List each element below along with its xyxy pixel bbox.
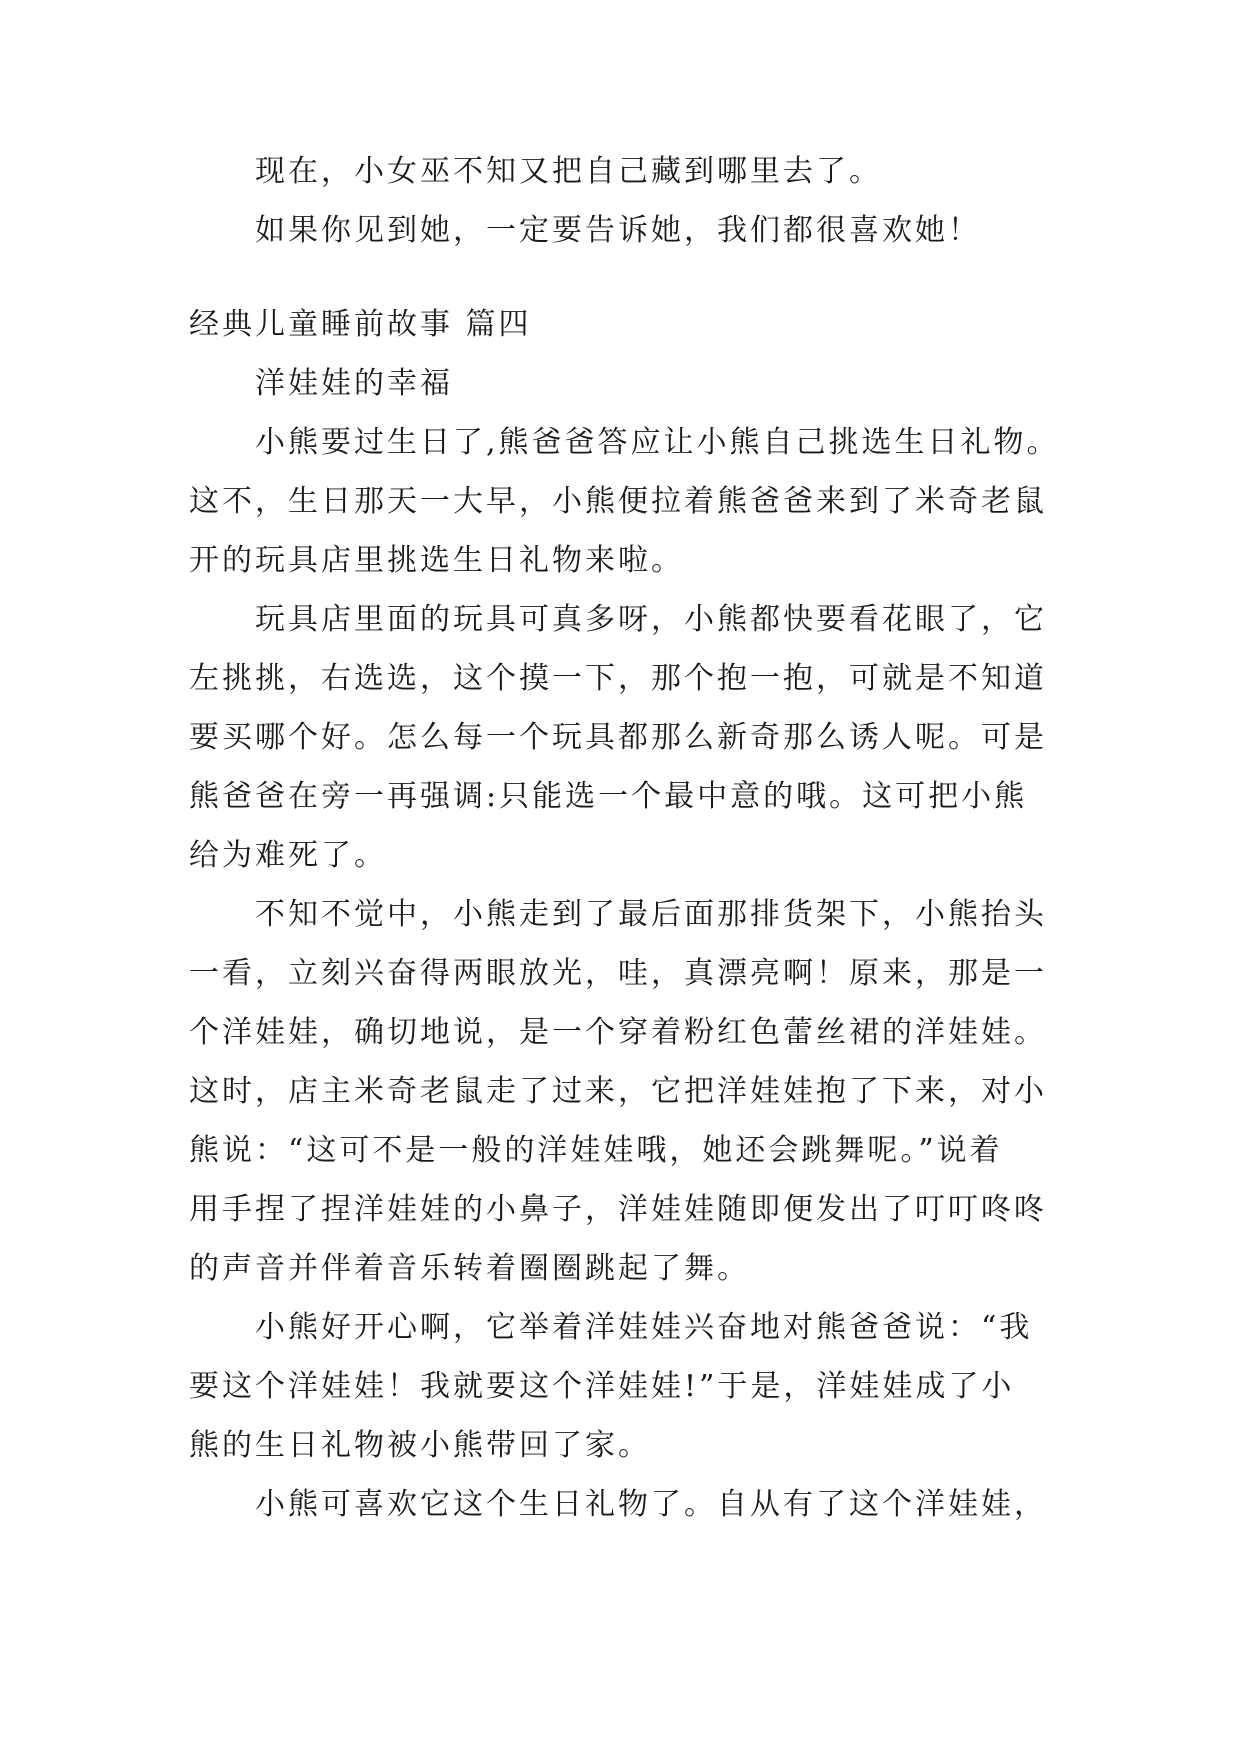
paragraph-line: 的声音并伴着音乐转着圈圈跳起了舞。	[189, 1251, 750, 1286]
intro-block	[189, 142, 1051, 260]
paragraph-line: 给为难死了。	[189, 838, 387, 873]
paragraph-line: 玩具店里面的玩具可真多呀，小熊都快要看花眼了，它	[255, 602, 1047, 637]
paragraph-line: 要这个洋娃娃！我就要这个洋娃娃!”于是，洋娃娃成了小	[189, 1369, 1015, 1404]
paragraph-line: 这不，生日那天一大早，小熊便拉着熊爸爸来到了米奇老鼠	[189, 484, 1047, 519]
paragraph-line: 小熊要过生日了,熊爸爸答应让小熊自己挑选生日礼物。	[255, 425, 1060, 460]
paragraph-line: 熊的生日礼物被小熊带回了家。	[189, 1428, 651, 1463]
paragraph-line: 熊说：“这可不是一般的洋娃娃哦，她还会跳舞呢。”说着	[189, 1133, 1003, 1168]
intro-line: 如果你见到她，一定要告诉她，我们都很喜欢她！	[255, 213, 981, 248]
paragraph-line: 小熊可喜欢它这个生日礼物了。自从有了这个洋娃娃，	[255, 1487, 1047, 1522]
paragraph-line: 左挑挑，右选选，这个摸一下，那个抱一抱，可就是不知道	[189, 661, 1047, 696]
paragraph-line: 个洋娃娃，确切地说，是一个穿着粉红色蕾丝裙的洋娃娃。	[189, 1015, 1047, 1050]
paragraph-line: 这时，店主米奇老鼠走了过来，它把洋娃娃抱了下来，对小	[189, 1074, 1047, 1109]
section-heading: 经典儿童睡前故事 篇四	[189, 307, 532, 342]
paragraph-line: 不知不觉中，小熊走到了最后面那排货架下，小熊抬头	[255, 897, 1047, 932]
intro-line: 现在，小女巫不知又把自己藏到哪里去了。	[255, 154, 882, 189]
section-heading-block	[189, 295, 1060, 1534]
paragraph-line: 一看，立刻兴奋得两眼放光，哇，真漂亮啊！原来，那是一	[189, 956, 1047, 991]
paragraph-line: 用手捏了捏洋娃娃的小鼻子，洋娃娃随即便发出了叮叮咚咚	[189, 1192, 1047, 1227]
paragraph-line: 要买哪个好。怎么每一个玩具都那么新奇那么诱人呢。可是	[189, 720, 1047, 755]
story-title: 洋娃娃的幸福	[255, 366, 453, 401]
paragraph-line: 开的玩具店里挑选生日礼物来啦。	[189, 543, 684, 578]
paragraph-line: 小熊好开心啊，它举着洋娃娃兴奋地对熊爸爸说：“我	[255, 1310, 1033, 1345]
paragraph-line: 熊爸爸在旁一再强调:只能选一个最中意的哦。这可把小熊	[189, 779, 1028, 814]
